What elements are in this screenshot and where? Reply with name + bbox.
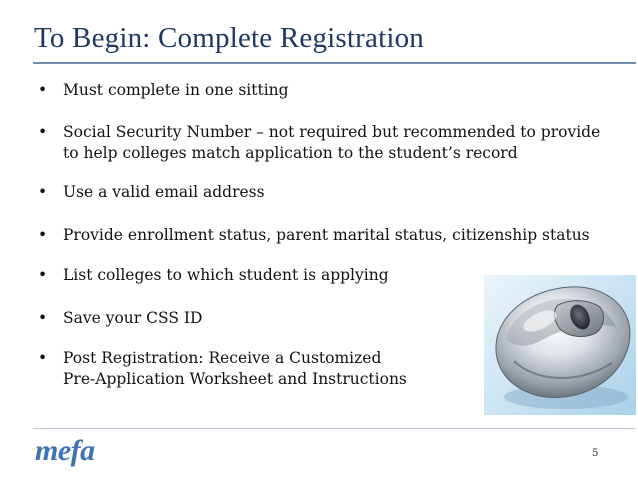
footer-divider: [33, 428, 636, 429]
bullet-item: [38, 182, 265, 203]
title-divider: [33, 62, 636, 64]
bullet-marker: •: [38, 81, 48, 99]
bullet-marker: •: [38, 183, 48, 201]
bullet-text: Social Security Number – not required but recommended to provide to help colleges match application to the student’s record: [63, 123, 601, 162]
bullet-marker: •: [38, 309, 48, 327]
bullet-item: [38, 225, 590, 246]
bullet-text: Must complete in one sitting: [63, 81, 289, 99]
bullet-text: Post Registration: Receive a Customized Pre-Application Worksheet and Instructions: [63, 349, 407, 388]
slide-title: To Begin: Complete Registration: [34, 22, 424, 54]
bullet-marker: •: [38, 226, 48, 244]
computer-mouse-image: [484, 275, 636, 415]
bullet-marker: •: [38, 123, 48, 141]
bullet-marker: •: [38, 349, 48, 367]
bullet-text: List colleges to which student is applying: [63, 266, 389, 284]
page-number: 5: [592, 448, 599, 459]
bullet-item: [38, 265, 389, 286]
bullet-item: [38, 308, 202, 329]
bullet-marker: •: [38, 266, 48, 284]
bullet-item: [38, 122, 600, 164]
mefa-logo: mefa: [35, 434, 95, 467]
bullet-item: [38, 348, 407, 390]
bullet-text: Save your CSS ID: [63, 309, 203, 327]
bullet-item: [38, 80, 289, 101]
bullet-text: Provide enrollment status, parent marital status, citizenship status: [63, 226, 590, 244]
computer-mouse-icon: [484, 275, 636, 415]
bullet-text: Use a valid email address: [63, 183, 265, 201]
